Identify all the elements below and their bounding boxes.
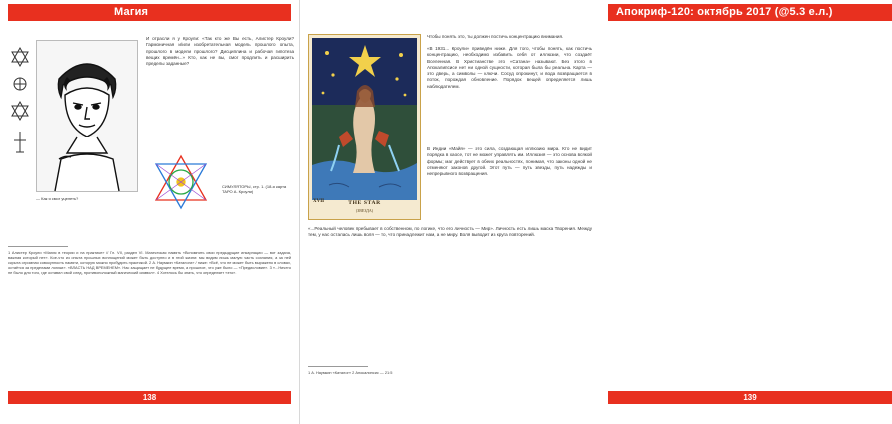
- occult-symbols: [8, 44, 32, 164]
- portrait-frame: [36, 40, 138, 192]
- tarot-card-art: [309, 35, 420, 219]
- tarot-card: [308, 34, 421, 220]
- footnote-divider: [8, 246, 68, 247]
- left-page: [0, 0, 299, 424]
- right-page: [300, 0, 833, 424]
- hexagram-diagram: [146, 150, 216, 212]
- right-main-text-1: «В 1931... Кроули» приведён ниже. Для того, чтобы понять, как постичь концентрацию, необходимо избавить себя от иллюзии, что создаёт Вселенная. В Христианстве это «Сатана» называют. Без этого в Апокалипсисе нет ни одной сущности, которая была бы реальна. Карта — это дверь, а символы — ключи. Сосуд опрокинут, и вода возвращается в поток, порождая обновление. Порядок вещей определяется лишь наблюдателем.: [427, 46, 592, 89]
- right-main-text-2: В Индии «Майя» — это сила, создающая иллюзию мира. Кто не видит порядка в хаосе, тот не может управлять им. Иллюзия — это основа всякой формы; маг действует в обеих реальностях, понимая, что законы одной не отменяют законов другой. Этот путь — путь звезды, путь надежды и непрерывного возвращения.: [427, 146, 592, 177]
- left-header-title: Магия: [114, 6, 149, 18]
- left-footnotes: 1 Алистер Кроули «Магия в теории и на практике» // Гл. VII, раздел VI. Магическая память «Вспомнить свои предыдущие инкарнации — вот задача, важная который нет». Кое-что из опыта прошлых воплощений может быть доступно и в этой жизни: мы видим лишь малую часть сознания, а за ней скрыта огромная совокупность памяти, которую можно пробудить практикой. 2 А. Наумкин «Каталоги» / ниже: «Всё, что не может быть выражено в словах, остаётся за пределами логики». «ВЛАСТЬ НАД ВРЕМЕНЕМ». Нас защищает не будущее время, а прошлое, что уже было — «Предисловие». 3 «...Ничего не было для того, где оставил свой след, противоположный магический символ». 4 Хотелось бы знать, что определяет «это».: [8, 250, 291, 276]
- right-intro-text: Чтобы понять это, ты должен постичь концентрацию внимания.: [427, 34, 564, 39]
- left-intro-text: И отрасли я у Кроули: «Так кто же Вы есть, Алистер Кроули? Гармоничная и/или изобретательная модель прошлого опыта, прошлого в модели прошлого? Дисциплина и рабочая гипотеза вещих времён...» Кто, как не вы, смог продлить и расширить пределы заданные?: [146, 36, 294, 67]
- right-header-bar: [608, 4, 892, 21]
- tarot-card-title: THE STAR: [348, 200, 381, 206]
- right-page-number: 139: [743, 393, 757, 402]
- portrait-caption: — Как я смог уцелеть?: [36, 196, 79, 201]
- right-footer-bar: [608, 391, 892, 404]
- left-footer-bar: [8, 391, 291, 404]
- right-footnotes: 1 А. Наумкин «Каталог» 2 Апокалипсис — 21:5: [308, 370, 393, 375]
- left-page-number: 138: [142, 393, 157, 402]
- right-main-text-3: «...Реальный человек пребывает в собственном, по логике, что его личность — Мир». Личность есть лишь маска Творения. Между тем, у нас осталась лишь воля — то, что принадлежит нам, а не миру. Воля выводит из круга повторений.: [308, 226, 592, 238]
- tarot-card-numeral: XVII: [313, 199, 325, 204]
- portrait-image: [37, 41, 137, 191]
- left-header-bar: [8, 4, 291, 21]
- tarot-card-subtitle: (ЗВЕЗДА): [355, 208, 374, 213]
- right-footnote-divider: [308, 366, 368, 367]
- diagram-caption: СИМУЛЯТОРЫ, стр. 1. (18-я карта ТАРО А. Кроули): [222, 184, 287, 195]
- right-header-title: Апокриф-120: октябрь 2017 (@5.3 е.л.): [616, 6, 833, 18]
